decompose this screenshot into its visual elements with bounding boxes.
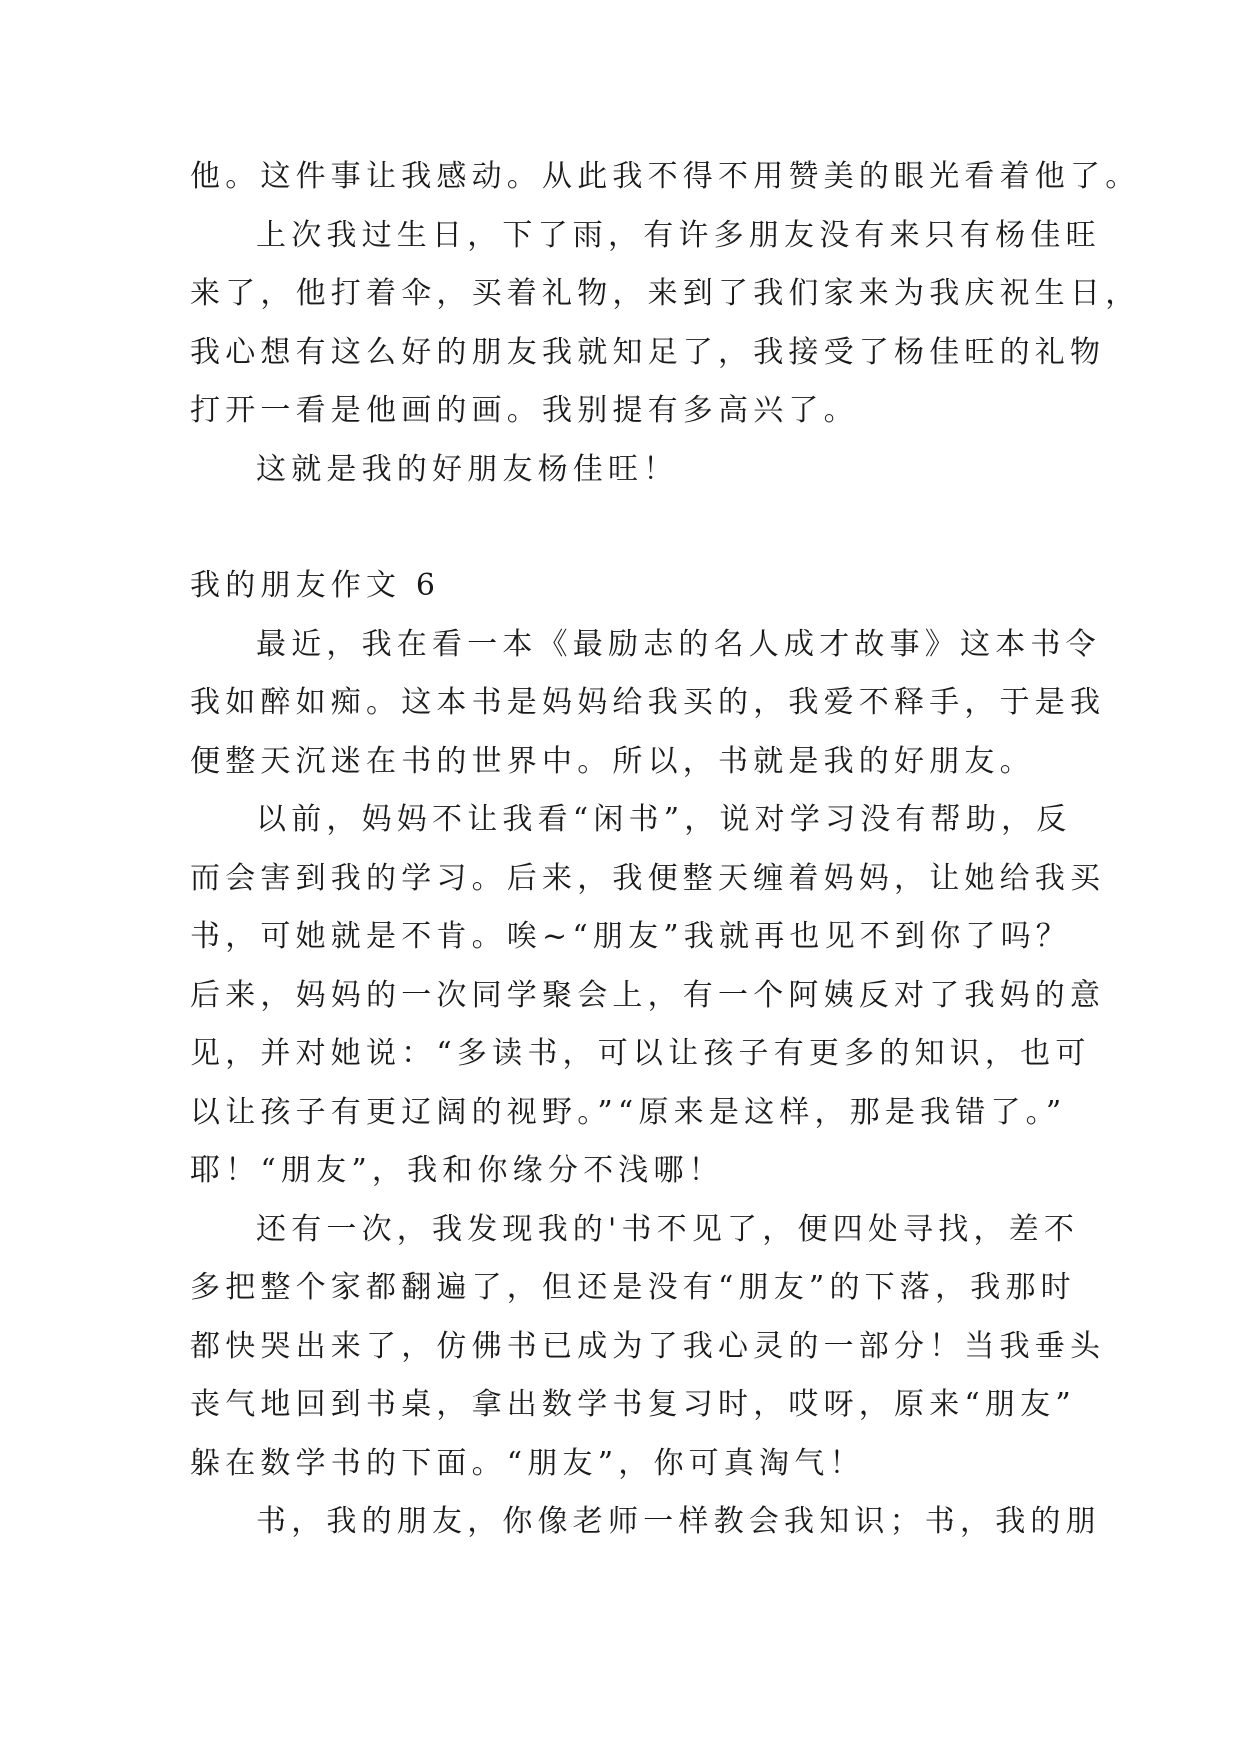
text-line: 我如醉如痴。这本书是妈妈给我买的，我爱不释手，于是我 <box>190 685 1106 720</box>
text-line: 我心想有这么好的朋友我就知足了，我接受了杨佳旺的礼物 <box>190 334 1106 370</box>
paragraph <box>190 441 1050 500</box>
text-line: 见，并对她说：“多读书，可以让孩子有更多的知识，也可 <box>190 1036 1091 1071</box>
text-line: 丧气地回到书桌，拿出数学书复习时，哎呀，原来“朋友” <box>190 1387 1076 1422</box>
paragraph <box>190 791 1106 1201</box>
spacer <box>190 499 1050 557</box>
text-line: 来了，他打着伞，买着礼物，来到了我们家来为我庆祝生日， <box>190 276 1141 311</box>
paragraph <box>190 1493 1101 1552</box>
text-line: 而会害到我的学习。后来，我便整天缠着妈妈，让她给我买 <box>190 860 1106 896</box>
text-line: 打开一看是他画的画。我别提有多高兴了。 <box>190 393 859 428</box>
paragraph <box>190 1201 1106 1494</box>
text-line: 便整天沉迷在书的世界中。所以，书就是我的好朋友。 <box>190 743 1035 779</box>
text-line: 都快哭出来了，仿佛书已成为了我心灵的一部分！当我垂头 <box>190 1328 1106 1364</box>
text-line: 以让孩子有更辽阔的视野。”“原来是这样，那是我错了。” <box>190 1094 1067 1130</box>
text-line: 最近，我在看一本《最励志的名人成才故事》这本书令 <box>256 626 1101 662</box>
paragraph <box>190 148 1141 207</box>
text-line: 上次我过生日，下了雨，有许多朋友没有来只有杨佳旺 <box>256 217 1101 253</box>
text-line: 耶！“朋友”，我和你缘分不浅哪！ <box>190 1153 724 1188</box>
text-line: 以前，妈妈不让我看“闲书”，说对学习没有帮助，反 <box>256 802 1072 837</box>
section-title: 我的朋友作文 6 <box>190 568 441 603</box>
text-line: 躲在数学书的下面。“朋友”，你可真淘气！ <box>190 1445 865 1481</box>
text-line: 后来，妈妈的一次同学聚会上，有一个阿姨反对了我妈的意 <box>190 977 1106 1013</box>
text-line: 多把整个家都翻遍了，但还是没有“朋友”的下落，我那时 <box>190 1270 1076 1305</box>
paragraph <box>190 207 1141 441</box>
text-line: 书，可她就是不肯。唉~“朋友”我就再也见不到你了吗？ <box>190 919 1072 954</box>
paragraph <box>190 616 1106 792</box>
text-line: 书，我的朋友，你像老师一样教会我知识；书，我的朋 <box>256 1504 1101 1539</box>
text-line: 他。这件事让我感动。从此我不得不用赞美的眼光看着他了。 <box>190 159 1141 194</box>
text-line: 还有一次，我发现我的'书不见了，便四处寻找，差不 <box>256 1211 1080 1247</box>
text-line: 这就是我的好朋友杨佳旺！ <box>256 451 679 487</box>
document-page <box>190 148 1141 1552</box>
